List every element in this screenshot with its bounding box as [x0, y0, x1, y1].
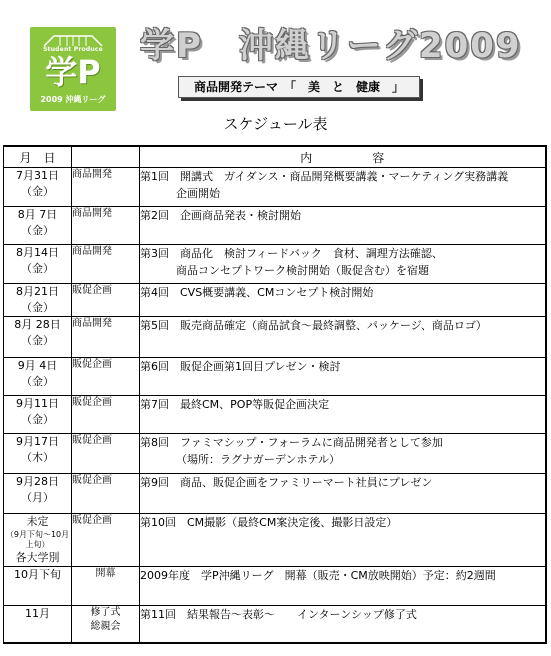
row-content-sub: 商品コンセプトワーク検討開始（販促含む）を宿題 — [176, 264, 429, 277]
row-category: 販促企画 — [72, 285, 112, 296]
table-row — [4, 245, 546, 284]
row-date: 9月28日 — [16, 475, 59, 488]
category-cell — [72, 514, 140, 567]
row-date: 8月14日 — [16, 246, 59, 259]
content-cell — [140, 317, 546, 358]
row-date: 7月31日 — [16, 169, 59, 182]
row-content: 第3回 商品化 検討フィードバック 食材、調理方法確認、 — [140, 247, 443, 260]
row-content: 第10回 CM撮影（最終CM案決定後、撮影日設定） — [140, 516, 398, 529]
content-cell — [140, 514, 546, 567]
category-cell — [72, 284, 140, 317]
row-weekday: （金） — [21, 224, 54, 237]
row-weekday: （金） — [21, 413, 54, 426]
row-date: 10月下旬 — [14, 568, 61, 581]
row-weekday: （月） — [21, 491, 54, 504]
date-cell — [4, 168, 72, 207]
content-cell — [140, 168, 546, 207]
row-weekday: （金） — [21, 262, 54, 275]
logo-subtext: Student Produce — [43, 46, 103, 53]
category-cell — [72, 245, 140, 284]
row-category: 開幕 — [95, 568, 116, 579]
logo-caption: 2009 沖縄リーグ — [40, 95, 106, 104]
date-cell — [4, 567, 72, 606]
date-cell — [4, 317, 72, 358]
schedule-heading: スケジュール表 — [223, 115, 328, 133]
date-cell — [4, 284, 72, 317]
row-content: 第5回 販売商品確定（商品試食～最終調整、パッケージ、商品ロゴ） — [140, 319, 487, 332]
row-content: 第1回 開講式 ガイダンス・商品開発概要講義・マーケティング実務講義 — [140, 170, 509, 183]
table-row — [4, 317, 546, 358]
theme-banner: 商品開発テーマ 「 美 と 健康 」 — [178, 76, 420, 98]
header-date: 月 日 — [4, 146, 72, 168]
row-category: 商品開発 — [72, 208, 112, 219]
category-cell — [72, 474, 140, 514]
table-row — [4, 358, 546, 396]
row-weekday: （木） — [21, 451, 54, 464]
row-weekday: （金） — [21, 185, 54, 198]
row-weekday: （金） — [21, 301, 54, 314]
row-category: 修了式 — [90, 607, 121, 618]
content-cell — [140, 474, 546, 514]
table-row — [4, 434, 546, 474]
row-category: 販促企画 — [72, 475, 112, 486]
logo — [30, 27, 116, 111]
content-cell — [140, 245, 546, 284]
row-content-sub: 企画開始 — [176, 187, 220, 200]
page-title: 学P 沖縄リーグ2009 — [140, 26, 522, 66]
table-row — [4, 567, 546, 606]
content-cell — [140, 207, 546, 245]
date-cell — [4, 245, 72, 284]
table-row — [4, 207, 546, 245]
content-cell — [140, 606, 546, 643]
row-category: 販促企画 — [72, 515, 112, 526]
category-cell — [72, 567, 140, 606]
content-cell — [140, 567, 546, 606]
content-cell — [140, 434, 546, 474]
row-date: 11月 — [25, 607, 50, 620]
row-content: 第2回 企画商品発表・検討開始 — [140, 209, 301, 222]
content-cell — [140, 396, 546, 434]
date-cell — [4, 207, 72, 245]
row-weekday: 各大学別 — [15, 551, 60, 564]
table-row — [4, 396, 546, 434]
date-cell — [4, 358, 72, 396]
table-header-row — [4, 146, 546, 168]
row-content-sub: （場所：ラグナガーデンホテル） — [176, 453, 341, 466]
row-weekday: （金） — [21, 334, 54, 347]
row-category: 商品開発 — [72, 246, 112, 257]
table-row — [4, 284, 546, 317]
row-category: 販促企画 — [72, 435, 112, 446]
category-cell — [72, 606, 140, 643]
row-date: 8月 28日 — [14, 318, 61, 331]
table-row — [4, 168, 546, 207]
category-cell — [72, 317, 140, 358]
row-content: 第4回 CVS概要講義、CMコンセプト検討開始 — [140, 286, 374, 299]
row-content: 第11回 結果報告～表彰～ インターンシップ修了式 — [140, 608, 417, 621]
row-date-note: （9月下旬～10月上旬） — [5, 530, 70, 549]
content-cell — [140, 358, 546, 396]
table-row — [4, 474, 546, 514]
row-date: 8月 7日 — [17, 208, 58, 221]
category-cell — [72, 396, 140, 434]
row-date: 9月11日 — [16, 397, 59, 410]
date-cell — [4, 514, 72, 567]
logo-mark: 学P — [45, 53, 101, 91]
category-cell — [72, 358, 140, 396]
row-date: 未定 — [26, 515, 49, 528]
table-row — [4, 606, 546, 643]
row-date: 8月21日 — [16, 285, 59, 298]
table-row — [4, 514, 546, 567]
row-content: 第9回 商品、販促企画をファミリーマート社員にプレゼン — [140, 476, 433, 489]
header-category — [72, 146, 140, 168]
category-cell — [72, 434, 140, 474]
date-cell — [4, 606, 72, 643]
row-category: 販促企画 — [72, 397, 112, 408]
row-category-sub: 総親会 — [90, 621, 121, 632]
date-cell — [4, 396, 72, 434]
content-cell — [140, 284, 546, 317]
schedule-table — [3, 145, 547, 644]
row-content: 2009年度 学P沖縄リーグ 開幕（販売・CM放映開始）予定：約2週間 — [140, 569, 496, 582]
row-content: 第6回 販促企画第1回目プレゼン・検討 — [140, 360, 341, 373]
row-category: 商品開発 — [72, 169, 112, 180]
date-cell — [4, 474, 72, 514]
logo-emblem-icon — [40, 33, 106, 47]
header-content: 内 容 — [140, 146, 546, 168]
row-category: 販促企画 — [72, 359, 112, 370]
row-date: 9月 4日 — [17, 359, 58, 372]
row-category: 商品開発 — [72, 318, 112, 329]
category-cell — [72, 207, 140, 245]
row-content: 第7回 最終CM、POP等販促企画決定 — [140, 398, 330, 411]
row-date: 9月17日 — [16, 435, 59, 448]
row-weekday: （金） — [21, 375, 54, 388]
date-cell — [4, 434, 72, 474]
category-cell — [72, 168, 140, 207]
row-content: 第8回 ファミマシップ・フォーラムに商品開発者として参加 — [140, 436, 443, 449]
